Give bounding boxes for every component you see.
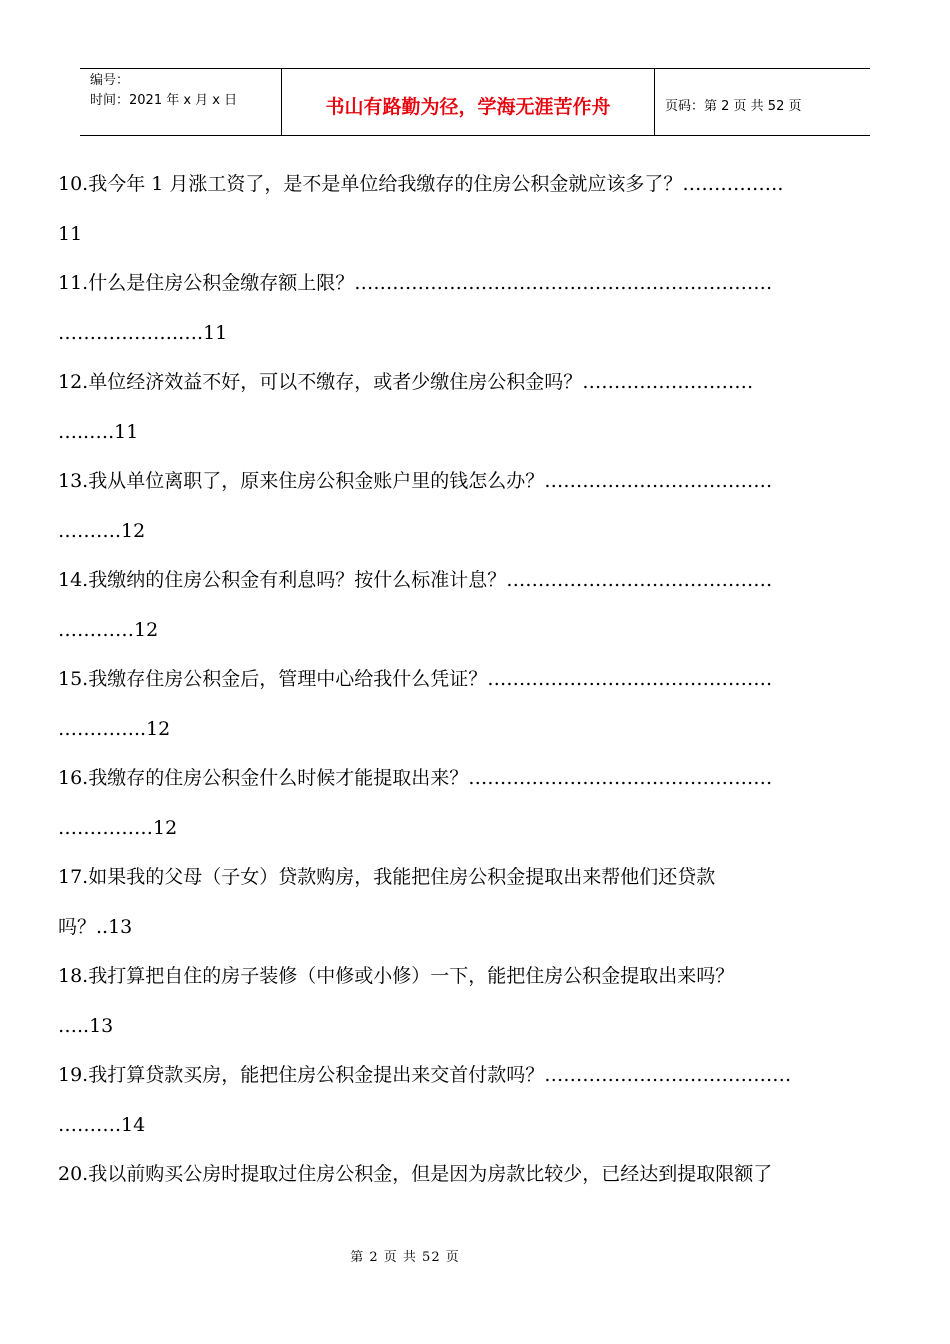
toc-entry-title: 13.我从单位离职了，原来住房公积金账户里的钱怎么办？……………………………… <box>58 470 773 492</box>
table-of-contents <box>58 172 894 1211</box>
document-id-label: 编号： <box>90 73 130 88</box>
toc-entry <box>58 568 894 643</box>
toc-entry <box>58 667 894 742</box>
toc-entry-page: ……….14 <box>58 1114 146 1136</box>
toc-entry-title: 14.我缴纳的住房公积金有利息吗？按什么标准计息？…………………………………… <box>58 569 773 591</box>
footer-page-number: 第 2 页 共 52 页 <box>350 1250 460 1265</box>
toc-entry-title: 12.单位经济效益不好，可以不缴存，或者少缴住房公积金吗？……………………… <box>58 371 754 393</box>
header-meta <box>80 69 282 135</box>
toc-entry-page: ……………….….11 <box>58 322 228 344</box>
toc-entry <box>58 172 894 247</box>
toc-entry-title: 15.我缴存住房公积金后，管理中心给我什么凭证？……………………………………… <box>58 668 773 690</box>
toc-entry-title: 10.我今年 1 月涨工资了，是不是单位给我缴存的住房公积金就应该多了？……………. <box>58 173 784 195</box>
page-footer <box>0 1246 950 1265</box>
toc-entry <box>58 469 894 544</box>
header-page-info: 页码：第 2 页 共 52 页 <box>665 98 802 114</box>
toc-entry-title: 16.我缴存的住房公积金什么时候才能提取出来？………………………………………… <box>58 767 773 789</box>
toc-entry <box>58 271 894 346</box>
toc-entry <box>58 370 894 445</box>
toc-entry-title: 17.如果我的父母（子女）贷款购房，我能把住房公积金提取出来帮他们还贷款 <box>58 866 716 888</box>
toc-entry-page: ……….12 <box>58 520 146 542</box>
toc-entry <box>58 1162 894 1187</box>
toc-entry-page: 11 <box>58 223 83 245</box>
toc-entry <box>58 1063 894 1138</box>
toc-entry-page: …………12 <box>58 619 159 641</box>
toc-entry <box>58 766 894 841</box>
toc-entry-title: 11.什么是住房公积金缴存额上限？………………………………………………………… <box>58 272 773 294</box>
header-motto: 书山有路勤为径，学海无涯苦作舟 <box>282 69 655 135</box>
toc-entry-title: 19.我打算贷款买房，能把住房公积金提出来交首付款吗？………………………………… <box>58 1064 792 1086</box>
toc-entry <box>58 964 894 1039</box>
toc-entry-page: …..….11 <box>58 421 139 443</box>
toc-entry-page: …..13 <box>58 1015 114 1037</box>
page-header <box>80 68 870 136</box>
document-date: 时间：2021 年 x 月 x 日 <box>90 93 238 108</box>
toc-entry-title: 20.我以前购买公房时提取过住房公积金，但是因为房款比较少，已经达到提取限额了 <box>58 1163 773 1185</box>
toc-entry-page: 吗？..13 <box>58 916 133 938</box>
toc-entry <box>58 865 894 940</box>
toc-entry-page: …………..12 <box>58 718 171 740</box>
toc-entry-page: ……………12 <box>58 817 178 839</box>
toc-entry-title: 18.我打算把自住的房子装修（中修或小修）一下，能把住房公积金提取出来吗？ <box>58 965 735 987</box>
